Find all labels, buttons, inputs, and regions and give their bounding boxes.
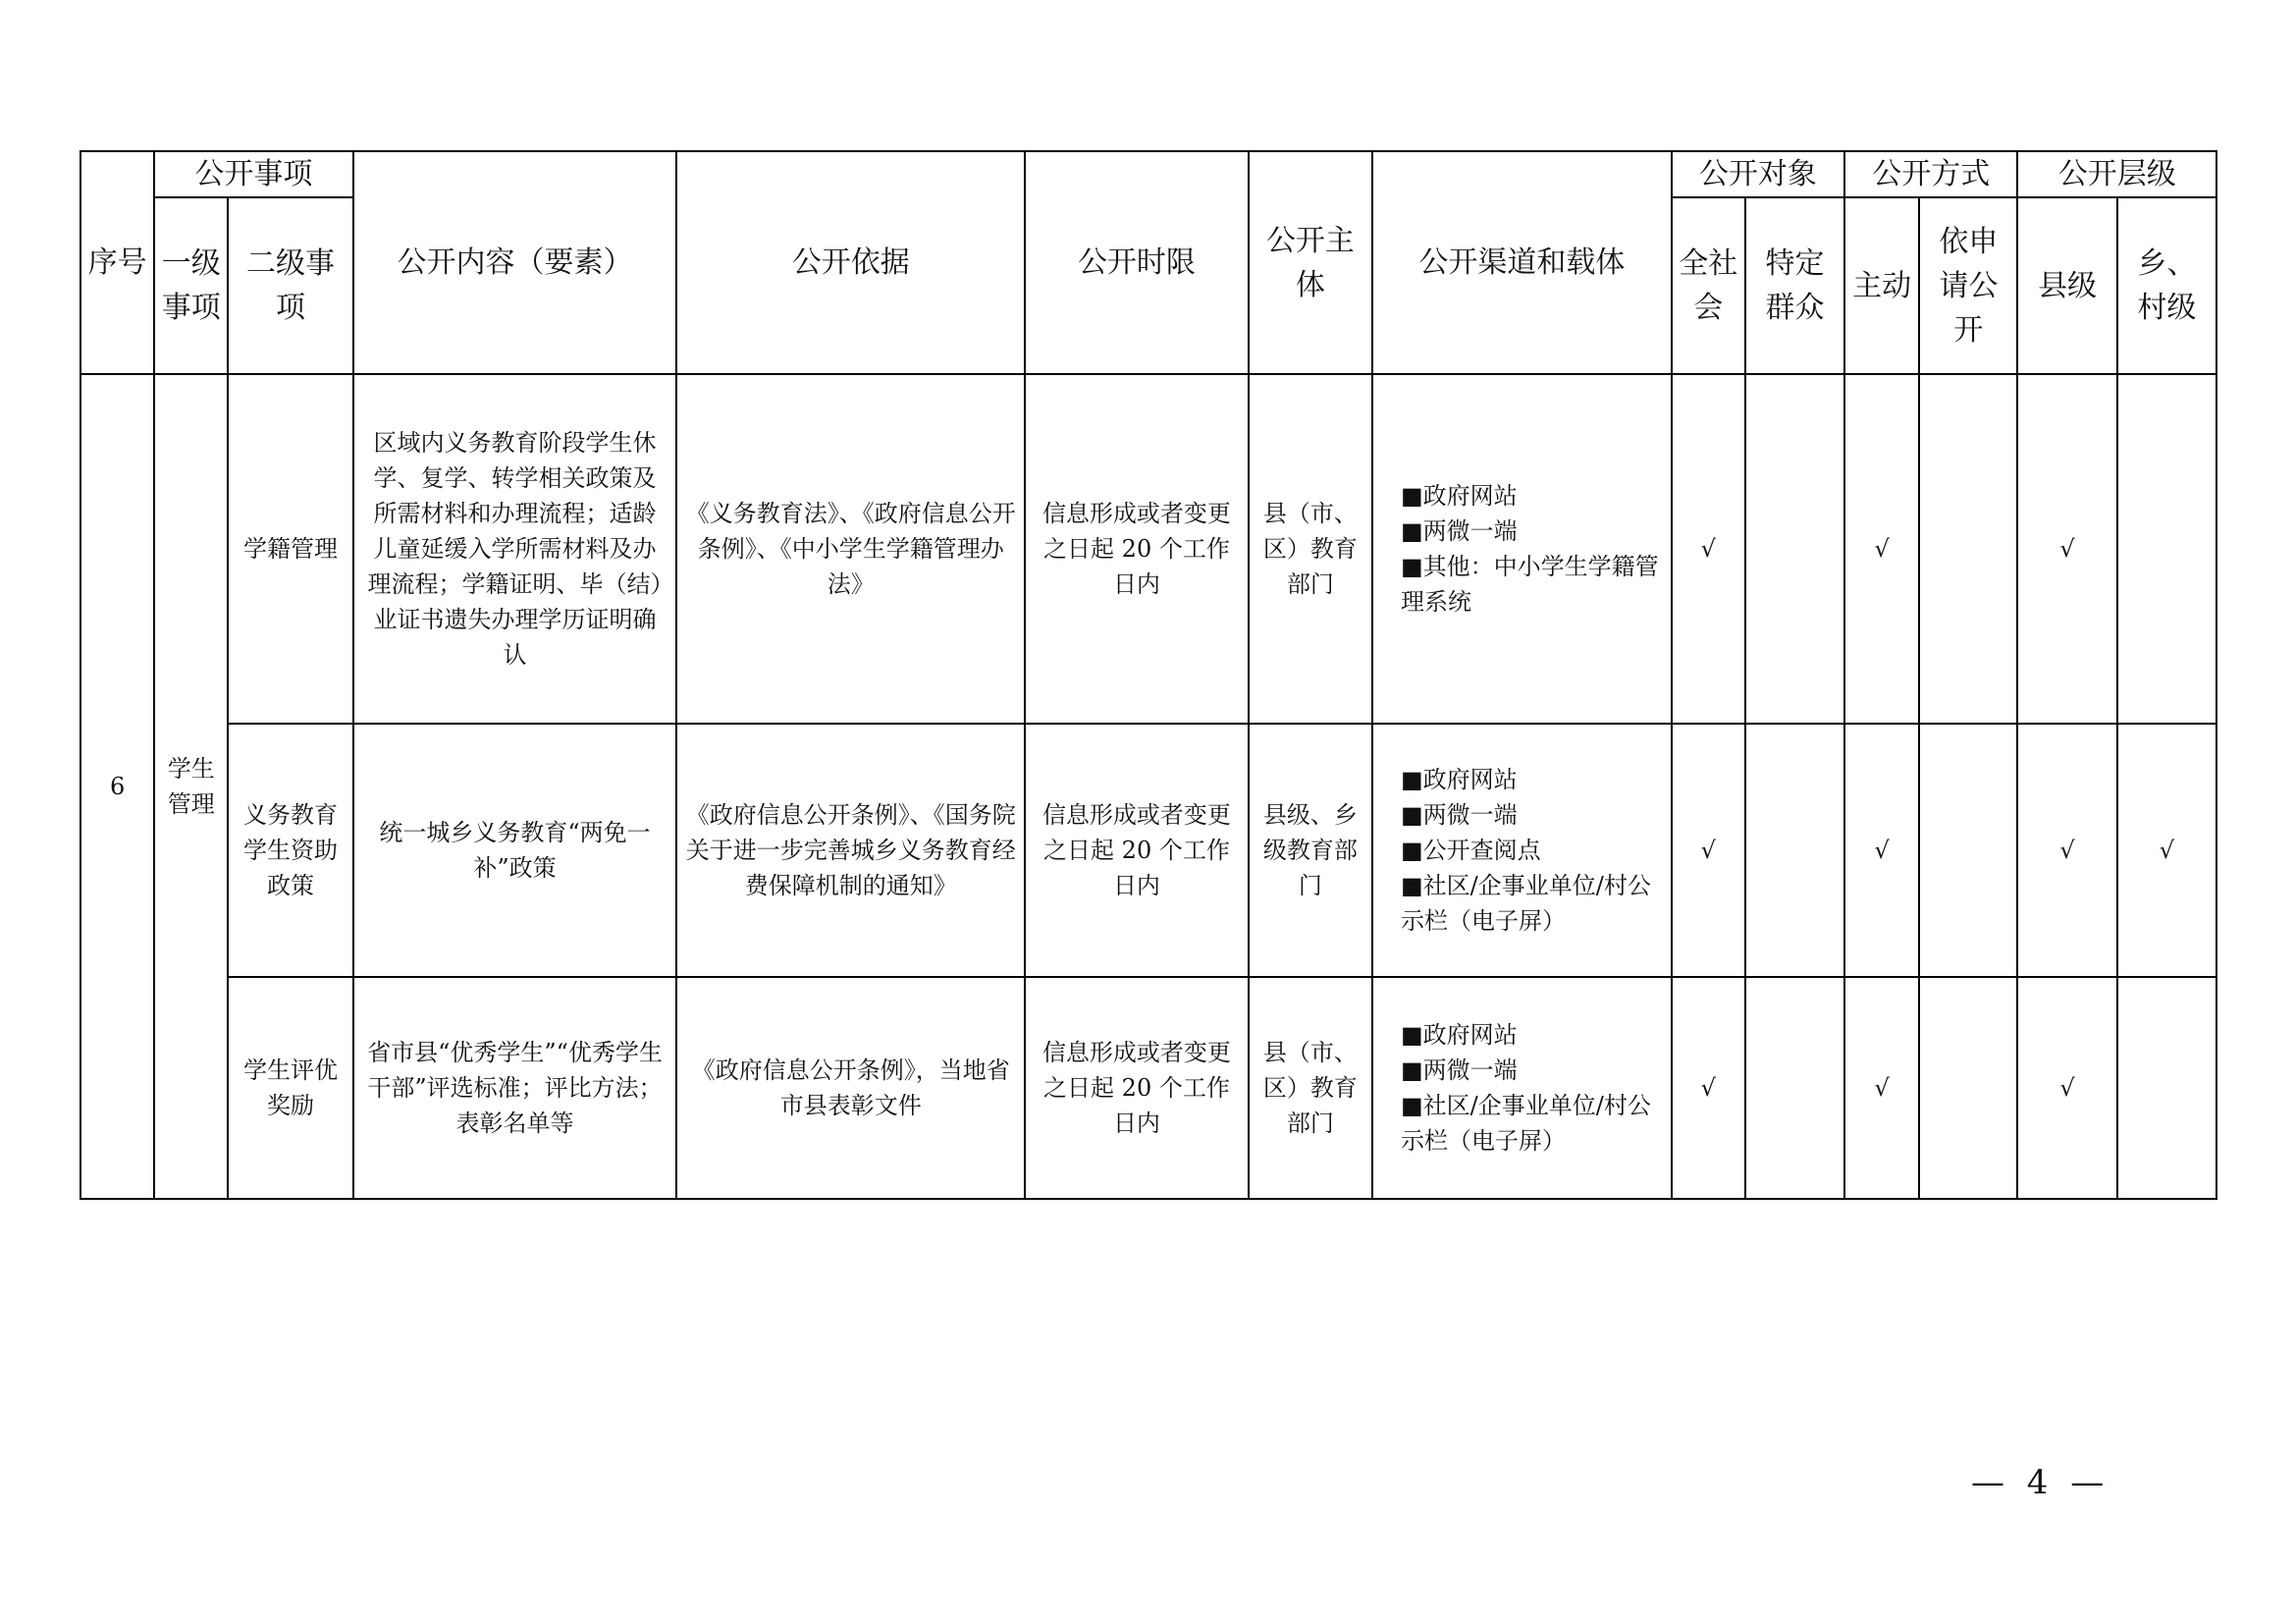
check-township	[2117, 374, 2216, 724]
page-number: — 4 —	[1971, 1463, 2110, 1502]
header-level1: 一级事项	[154, 197, 228, 374]
check-active: √	[1844, 374, 1919, 724]
table-row	[80, 724, 2216, 977]
row-subject: 县（市、区）教育部门	[1249, 977, 1372, 1199]
header-method: 公开方式	[1844, 151, 2017, 197]
header-time-limit: 公开时限	[1025, 151, 1249, 374]
check-county: √	[2017, 724, 2116, 977]
row-content: 统一城乡义务教育“两免一补”政策	[353, 724, 677, 977]
check-active: √	[1844, 977, 1919, 1199]
row-basis: 《政府信息公开条例》、《国务院关于进一步完善城乡义务教育经费保障机制的通知》	[676, 724, 1025, 977]
check-specific	[1745, 977, 1844, 1199]
check-request	[1919, 724, 2017, 977]
row-channels	[1372, 977, 1672, 1199]
row-basis: 《义务教育法》、《政府信息公开条例》、《中小学生学籍管理办法》	[676, 374, 1025, 724]
channel-item: ■政府网站	[1400, 766, 1518, 793]
row-content: 区域内义务教育阶段学生休学、复学、转学相关政策及所需材料和办理流程；适龄儿童延缓入学所需材料及办理流程；学籍证明、毕（结）业证书遗失办理学历证明确认	[353, 374, 677, 724]
check-specific	[1745, 724, 1844, 977]
check-request	[1919, 374, 2017, 724]
row-time-limit: 信息形成或者变更之日起 20 个工作日内	[1025, 977, 1249, 1199]
header-subject: 公开主体	[1249, 151, 1372, 374]
header-audience-all: 全社会	[1672, 197, 1745, 374]
header-seq: 序号	[80, 151, 154, 374]
header-channels: 公开渠道和载体	[1372, 151, 1672, 374]
check-county: √	[2017, 374, 2116, 724]
row-channels	[1372, 374, 1672, 724]
header-level-county: 县级	[2017, 197, 2116, 374]
channel-item: ■两微一端	[1400, 801, 1518, 829]
check-all-society: √	[1672, 977, 1745, 1199]
row-channels	[1372, 724, 1672, 977]
channel-item: ■两微一端	[1400, 1056, 1518, 1084]
header-level: 公开层级	[2017, 151, 2216, 197]
header-audience: 公开对象	[1672, 151, 1844, 197]
channel-item: ■其他：中小学生学籍管理系统	[1400, 553, 1659, 616]
check-active: √	[1844, 724, 1919, 977]
row-content: 省市县“优秀学生”“优秀学生干部”评选标准；评比方法；表彰名单等	[353, 977, 677, 1199]
row-time-limit: 信息形成或者变更之日起 20 个工作日内	[1025, 374, 1249, 724]
check-request	[1919, 977, 2017, 1199]
table-row	[80, 374, 2216, 724]
row-level1: 学生管理	[154, 374, 228, 1199]
check-all-society: √	[1672, 724, 1745, 977]
row-basis: 《政府信息公开条例》，当地省市县表彰文件	[676, 977, 1025, 1199]
header-basis: 公开依据	[676, 151, 1025, 374]
check-all-society: √	[1672, 374, 1745, 724]
channel-item: ■社区/企事业单位/村公示栏（电子屏）	[1400, 1092, 1651, 1155]
header-method-active: 主动	[1844, 197, 1919, 374]
disclosure-table	[80, 150, 2217, 1200]
check-specific	[1745, 374, 1844, 724]
header-audience-specific: 特定群众	[1745, 197, 1844, 374]
check-township	[2117, 977, 2216, 1199]
check-township: √	[2117, 724, 2216, 977]
row-subject: 县级、乡级教育部门	[1249, 724, 1372, 977]
row-seq: 6	[80, 374, 154, 1199]
table-row	[80, 977, 2216, 1199]
channel-item: ■政府网站	[1400, 482, 1518, 510]
row-level2: 学籍管理	[228, 374, 352, 724]
header-level-township: 乡、村级	[2117, 197, 2216, 374]
channel-item: ■两微一端	[1400, 517, 1518, 545]
row-subject: 县（市、区）教育部门	[1249, 374, 1372, 724]
header-level2: 二级事项	[228, 197, 352, 374]
channel-item: ■社区/企事业单位/村公示栏（电子屏）	[1400, 872, 1651, 935]
row-level2: 义务教育学生资助政策	[228, 724, 352, 977]
row-time-limit: 信息形成或者变更之日起 20 个工作日内	[1025, 724, 1249, 977]
header-content: 公开内容（要素）	[353, 151, 677, 374]
header-method-request: 依申请公开	[1919, 197, 2017, 374]
channel-item: ■公开查阅点	[1400, 837, 1541, 864]
row-level2: 学生评优奖励	[228, 977, 352, 1199]
header-matters: 公开事项	[154, 151, 352, 197]
check-county: √	[2017, 977, 2116, 1199]
channel-item: ■政府网站	[1400, 1021, 1518, 1049]
